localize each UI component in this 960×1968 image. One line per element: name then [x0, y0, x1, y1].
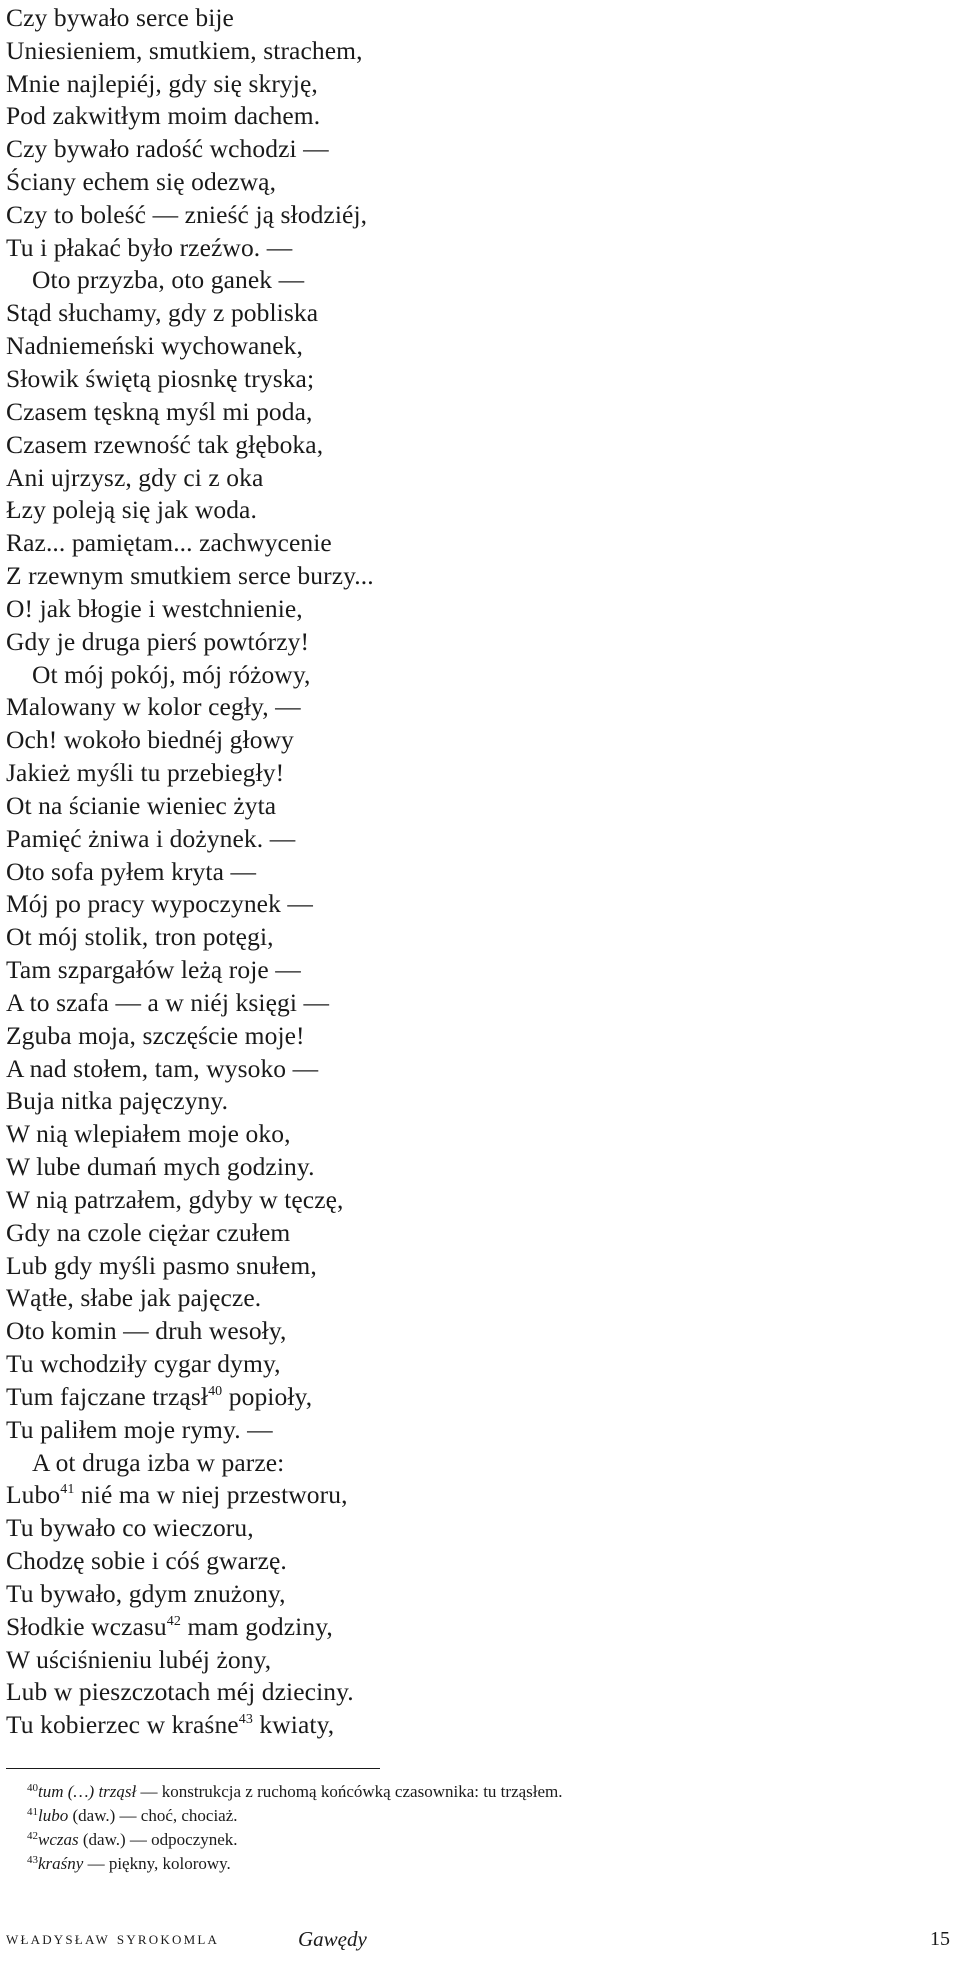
verse-text: Mnie najlepiéj, gdy się skryję, — [6, 69, 318, 98]
verse-line — [6, 527, 332, 559]
verse-line — [6, 297, 318, 329]
verse-text: nié ma w niej przestworu, — [80, 1480, 348, 1509]
footnote-ref[interactable]: 42 — [166, 1614, 181, 1629]
verse-text: O! jak błogie i westchnienie, — [6, 594, 303, 623]
verse-line — [6, 1348, 281, 1380]
verse-text: Tam szpargałów leżą roje — — [6, 955, 301, 984]
verse-line — [6, 1315, 287, 1347]
footnote-number: 43 — [27, 1854, 38, 1866]
verse-line — [6, 1644, 271, 1676]
verse-text: Uniesieniem, smutkiem, strachem, — [6, 36, 363, 65]
verse-line — [6, 1282, 261, 1314]
page-footer — [6, 1928, 956, 1958]
verse-line — [6, 1151, 315, 1183]
verse-text: Ot na ścianie wieniec żyta — [6, 791, 277, 820]
verse-line — [6, 1184, 344, 1216]
footnote-number: 42 — [27, 1830, 38, 1842]
verse-text: Tu paliłem moje rymy. — — [6, 1415, 273, 1444]
footnote — [27, 1777, 563, 1803]
verse-text: Czy bywało radość wchodzi — — [6, 134, 329, 163]
verse-line — [6, 823, 295, 855]
verse-text: W nią patrzałem, gdyby w tęczę, — [6, 1185, 344, 1214]
verse-line — [6, 1676, 354, 1708]
verse-line — [6, 1020, 305, 1052]
verse-text: Pod zakwitłym moim dachem. — [6, 101, 321, 130]
verse-line — [6, 1512, 254, 1544]
verse-text: Tu i płakać było rzeźwo. — — [6, 233, 293, 262]
footnote — [27, 1825, 238, 1851]
footnote-term: tum (…) trząsł — [38, 1782, 137, 1801]
verse-text: Lubo — [6, 1480, 61, 1509]
verse-text: Gdy je druga pierś powtórzy! — [6, 627, 310, 656]
verse-line — [6, 462, 263, 494]
verse-text: Lub w pieszczotach méj dzieciny. — [6, 1677, 354, 1706]
verse-text: Oto sofa pyłem kryta — — [6, 857, 257, 886]
verse-text: Słodkie wczasu — [6, 1612, 167, 1641]
verse-text: Tu bywało co wieczoru, — [6, 1513, 254, 1542]
verse-line — [6, 691, 301, 723]
verse-line — [6, 396, 313, 428]
verse-line — [6, 494, 257, 526]
verse-text: Słowik świętą piosnkę tryska; — [6, 364, 315, 393]
footer-book-title: Gawędy — [298, 1927, 367, 1951]
footnote — [27, 1849, 231, 1875]
footer-author: władysław syrokomla — [6, 1928, 220, 1949]
footnote-term: wczas — [38, 1830, 79, 1849]
verse-line — [6, 921, 274, 953]
verse-text: Mój po pracy wypoczynek — — [6, 889, 314, 918]
verse-text: Tu bywało, gdym znużony, — [6, 1579, 286, 1608]
footnote-term: lubo — [38, 1806, 69, 1825]
verse-text: Lub gdy myśli pasmo snułem, — [6, 1251, 317, 1280]
verse-line — [6, 1578, 286, 1610]
verse-line — [6, 35, 363, 67]
verse-text: Ot mój stolik, tron potęgi, — [6, 922, 274, 951]
verse-line — [6, 856, 256, 888]
verse-text: Oto komin — druh wesoły, — [6, 1316, 287, 1345]
footnote-number: 40 — [27, 1782, 38, 1794]
verse-line — [6, 987, 329, 1019]
verse-line — [6, 429, 323, 461]
verse-line — [6, 2, 234, 34]
verse-text: Ot mój pokój, mój różowy, — [32, 660, 311, 689]
verse-text: Tu kobierzec w kraśne — [6, 1710, 239, 1739]
verse-line — [6, 133, 329, 165]
verse-text: Jakież myśli tu przebiegły! — [6, 758, 285, 787]
verse-text: Z rzewnym smutkiem serce burzy... — [6, 561, 374, 590]
verse-text: Tum fajczane trząsł — [6, 1382, 209, 1411]
verse-text: Ściany echem się odezwą, — [6, 167, 277, 196]
verse-text: mam godziny, — [187, 1612, 333, 1641]
verse-line — [6, 1085, 228, 1117]
verse-text: W uściśnieniu lubéj żony, — [6, 1645, 272, 1674]
footnote-rule — [6, 1768, 380, 1769]
verse-text: Tu wchodziły cygar dymy, — [6, 1349, 281, 1378]
verse-text: Och! wokoło biednéj głowy — [6, 725, 294, 754]
verse-line — [6, 1053, 318, 1085]
verse-text: Ani ujrzysz, gdy ci z oka — [6, 463, 264, 492]
verse-line — [6, 1414, 273, 1446]
footnote — [27, 1801, 238, 1827]
verse-line — [6, 724, 294, 756]
verse-text: Stąd słuchamy, gdy z pobliska — [6, 298, 319, 327]
verse-text: Nadniemeński wychowanek, — [6, 331, 303, 360]
verse-text: Czy bywało serce bije — [6, 3, 234, 32]
verse-line — [6, 1250, 317, 1282]
verse-line — [6, 888, 313, 920]
footnote-text: — piękny, kolorowy. — [83, 1854, 231, 1873]
verse-text: Buja nitka pajęczyny. — [6, 1086, 229, 1115]
verse-line — [6, 100, 320, 132]
footnote-text: (daw.) — odpoczynek. — [78, 1830, 238, 1849]
verse-text: Wątłe, słabe jak pajęcze. — [6, 1283, 262, 1312]
page-number: 15 — [930, 1928, 950, 1950]
footnote-ref[interactable]: 40 — [208, 1384, 223, 1399]
verse-line — [6, 1217, 290, 1249]
verse-text: W lube dumań mych godziny. — [6, 1152, 315, 1181]
verse-line — [32, 1447, 284, 1479]
verse-text: Czasem tęskną myśl mi poda, — [6, 397, 313, 426]
verse-line — [6, 560, 374, 592]
verse-line — [6, 166, 276, 198]
verse-line — [6, 232, 292, 264]
verse-line — [6, 626, 309, 658]
verse-line — [6, 1381, 312, 1413]
footnote-text: (daw.) — choć, chociaż. — [68, 1806, 238, 1825]
verse-text: Czasem rzewność tak głęboka, — [6, 430, 324, 459]
verse-line — [6, 593, 303, 625]
verse-text: Raz... pamiętam... zachwycenie — [6, 528, 332, 557]
verse-line — [6, 954, 301, 986]
verse-line — [6, 757, 284, 789]
verse-text: Pamięć żniwa i dożynek. — — [6, 824, 296, 853]
verse-text: A to szafa — a w niéj księgi — — [6, 988, 330, 1017]
verse-text: A nad stołem, tam, wysoko — — [6, 1054, 319, 1083]
footnote-number: 41 — [27, 1806, 38, 1818]
verse-line — [6, 1118, 291, 1150]
verse-text: Malowany w kolor cegły, — — [6, 692, 301, 721]
verse-line — [6, 1709, 334, 1741]
verse-text: Czy to boleść — znieść ją słodziéj, — [6, 200, 368, 229]
verse-text: Oto przyzba, oto ganek — — [32, 265, 305, 294]
verse-text: Zguba moja, szczęście moje! — [6, 1021, 305, 1050]
verse-text: Gdy na czole ciężar czułem — [6, 1218, 291, 1247]
footnote-text: — konstrukcja z ruchomą końcówką czasownika: tu trząsłem. — [136, 1782, 563, 1801]
verse-text: Łzy poleją się jak woda. — [6, 495, 257, 524]
verse-line — [6, 1545, 287, 1577]
verse-text: A ot druga izba w parze: — [32, 1448, 285, 1477]
verse-line — [32, 659, 311, 691]
verse-line — [6, 68, 318, 100]
verse-line — [6, 363, 314, 395]
verse-line — [32, 264, 304, 296]
verse-line — [6, 1611, 333, 1643]
verse-line — [6, 199, 367, 231]
verse-text: W nią wlepiałem moje oko, — [6, 1119, 291, 1148]
verse-line — [6, 330, 303, 362]
verse-text: popioły, — [228, 1382, 313, 1411]
verse-line — [6, 790, 276, 822]
verse-text: kwiaty, — [259, 1710, 335, 1739]
verse-text: Chodzę sobie i cóś gwarzę. — [6, 1546, 287, 1575]
footnote-ref[interactable]: 41 — [60, 1482, 75, 1497]
footnote-term: kraśny — [38, 1854, 84, 1873]
verse-line — [6, 1479, 348, 1511]
footnote-ref[interactable]: 43 — [238, 1712, 253, 1727]
